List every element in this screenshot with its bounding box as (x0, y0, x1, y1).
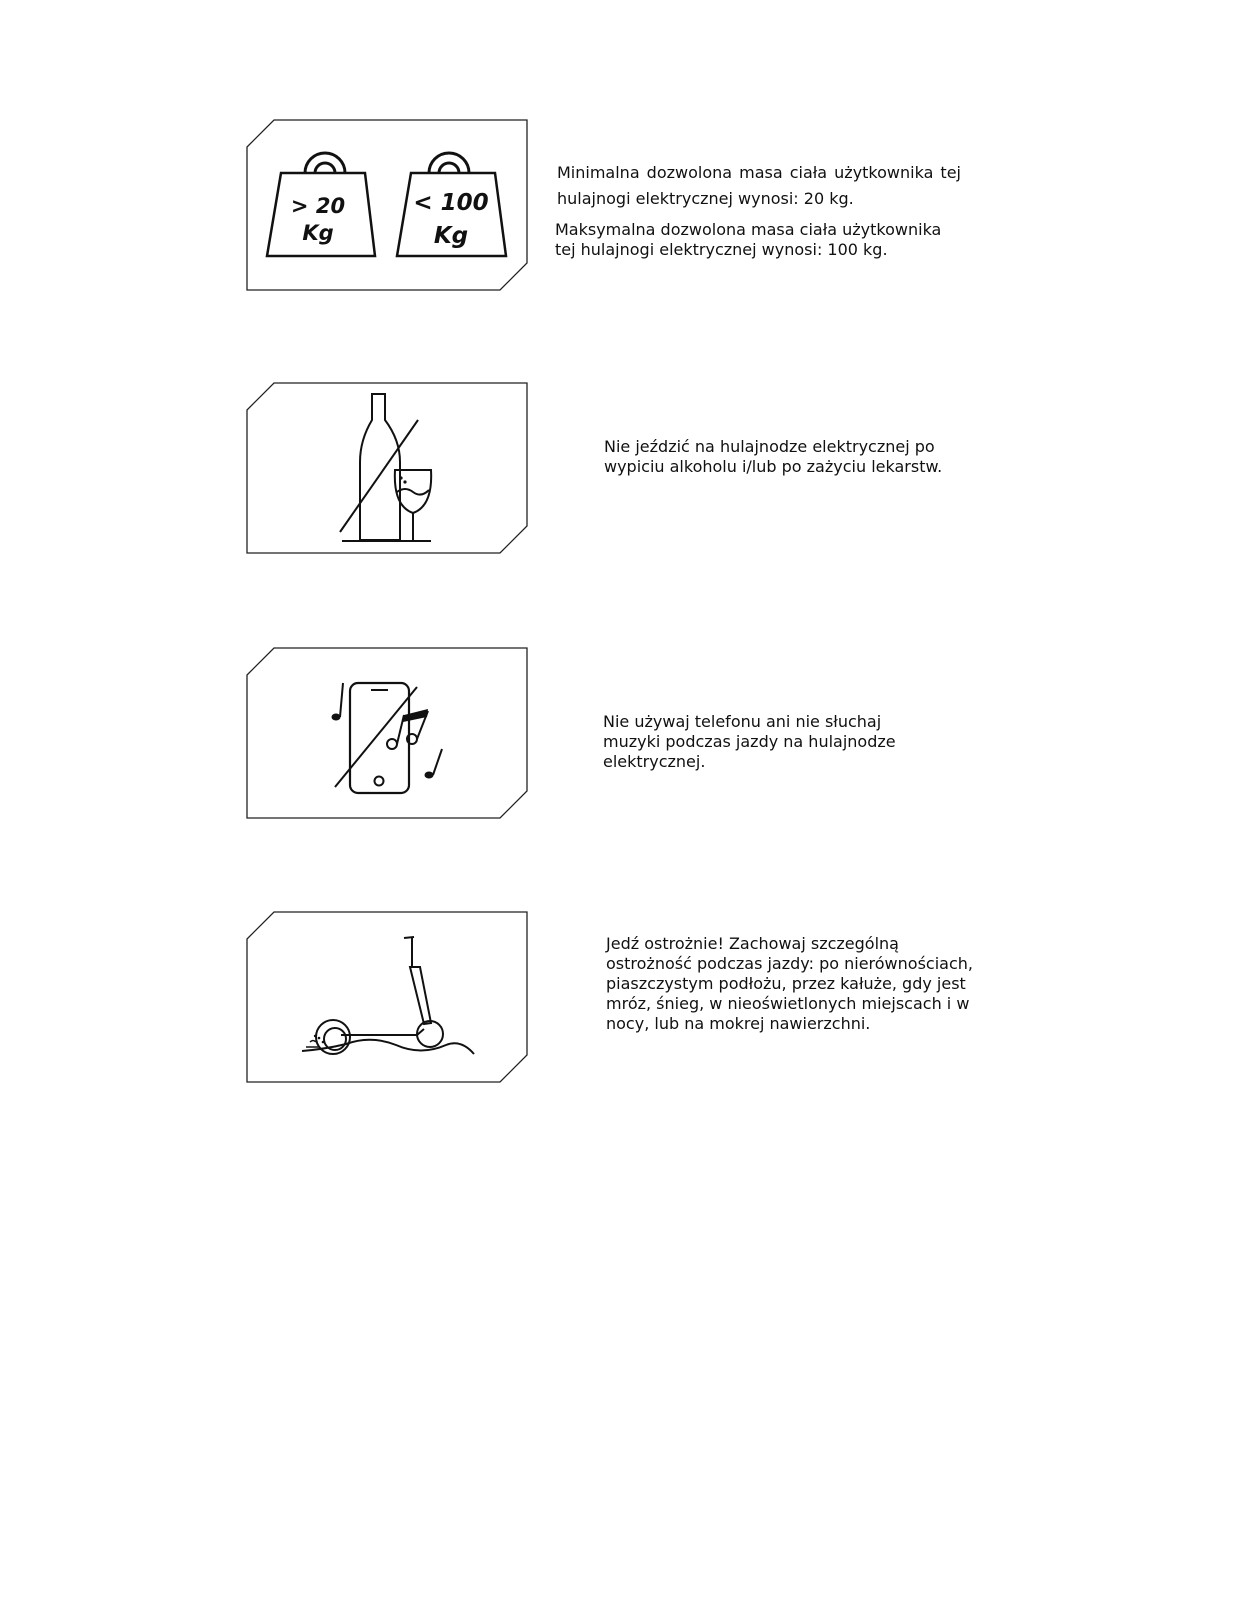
ride-carefully-text (606, 934, 976, 1034)
no-alcohol-frame (246, 382, 528, 554)
no-phone-text (603, 712, 923, 772)
min-weight-value: > 20 (290, 194, 346, 218)
no-alcohol-paragraph: Nie jeździć na hulajnodze elektrycznej po wypiciu alkoholu i/lub po zażyciu lekarstw. (604, 437, 943, 476)
min-weight-paragraph: Minimalna dozwolona masa ciała użytkownika tej hulajnogi elektrycznej wynosi: 20 kg. (557, 163, 961, 208)
max-weight-unit: Kg (433, 223, 469, 249)
ride-carefully-paragraph: Jedź ostrożnie! Zachowaj szczególną ostrożność podczas jazdy: po nierównościach, piaszczystym podłożu, przez kałuże, gdy jest mróz, śnieg, w nieoświetlonych miejscach i w nocy, lub na mokrej nawierzchni. (606, 934, 973, 1033)
scooter-rough-terrain-icon (246, 911, 528, 1083)
weight-limits-icon (246, 119, 528, 291)
no-alcohol-text (604, 437, 944, 477)
max-weight-value: < 100 (413, 190, 489, 216)
weight-limits-frame (246, 119, 528, 291)
max-weight-paragraph: Maksymalna dozwolona masa ciała użytkownika tej hulajnogi elektrycznej wynosi: 100 kg. (555, 220, 942, 259)
min-weight-unit: Kg (302, 221, 334, 245)
min-weight-text (557, 160, 961, 212)
ride-carefully-frame (246, 911, 528, 1083)
max-weight-text (555, 220, 955, 260)
no-alcohol-icon (246, 382, 528, 554)
no-phone-music-icon (246, 647, 528, 819)
no-phone-music-frame (246, 647, 528, 819)
no-phone-paragraph: Nie używaj telefonu ani nie słuchaj muzyki podczas jazdy na hulajnodze elektrycznej. (603, 712, 896, 771)
